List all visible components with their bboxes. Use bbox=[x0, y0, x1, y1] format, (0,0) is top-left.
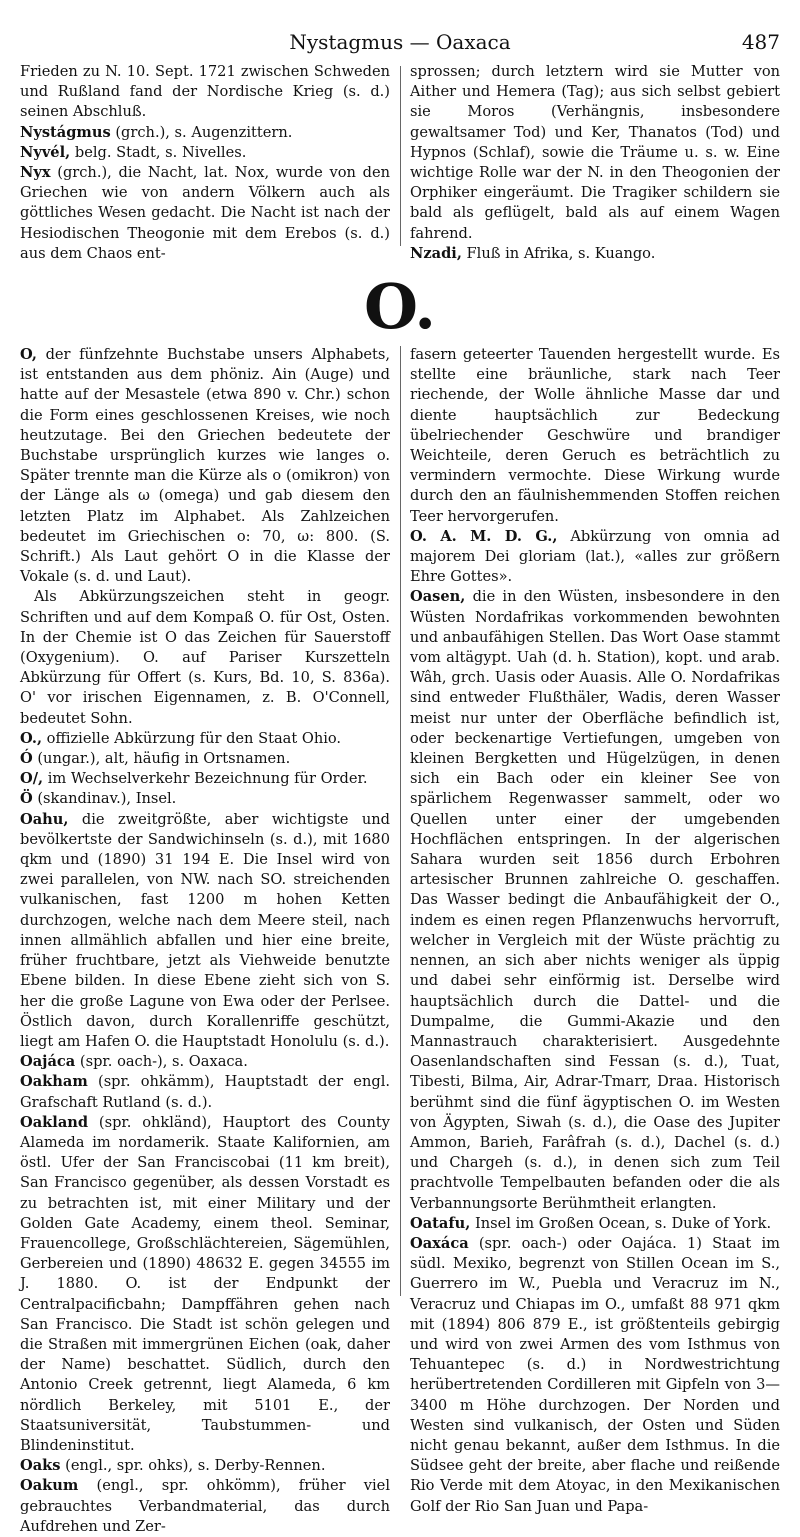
entry-text: die in den Wüsten, insbesondere in den Wüsten Nordafrikas vorkommenden bewohnten und anbaufähigen Stellen. Das Wort Oase stammt vom altägypt. Uah (d. h. Station), kopt. und arab. Wâh, grch. Uasis oder Auasis. Alle O. Nordafrikas sind entweder Flußthäler, Wadis, deren Wasser meist nur unter der Oberfläche befindlich ist, oder beckenartige Vertiefungen, umgeben von kleinen Bergketten und Hügelzügen, in denen sich ein Bach oder ein kleiner See von spärlichem Regenwasser sammelt, oder wo Quellen unter einer der umgebenden Hochflächen entspringen. In der algerischen Sahara wurden seit 1856 durch Erbohren artesischer Brunnen zahlreiche O. geschaffen. Das Wasser bedingt die Anbaufähigkeit der O., indem es einen regen Pflanzenwuchs hervorruft, welcher in Vergleich mit der Wüste prächtig zu nennen, an sich aber nichts weniger als üppig und dabei sehr einförmig ist. Derselbe wird hauptsächlich durch die Dattel- und die Dumpalme, die Gummi-Akazie und den Mannastrauch charakterisiert. Ausgedehnte Oasenlandschaften sind Fessan (s. d.), Tuat, Tibesti, Bilma, Air, Adrar-Tmarr, Draa. Historisch berühmt sind die fünf ägyptischen O. im Westen von Ägypten, Siwah (s. d.), die Oase des Jupiter Ammon, Barieh, Farâfrah (s. d.), Dachel (s. d.) und Chargeh (s. d.), in denen sich zum Teil prachtvolle Tempelbauten befanden oder die als Verbannungsorte Berühmtheit erlangten. bbox=[410, 588, 780, 1212]
column-divider-top bbox=[400, 66, 401, 246]
dictionary-entry bbox=[410, 527, 780, 588]
entry-headword: O., bbox=[20, 729, 43, 747]
entry-text: die zweitgrößte, aber wichtigste und bevölkertste der Sandwichinseln (s. d.), mit 1680 qkm und (1890) 31 194 E. Die Insel wird von zwei parallelen, von NW. nach SO. streichenden vulkanischen, fast 1200 m hohen Ketten durchzogen, welche nach dem Meere steil, nach innen allmählich abfallen und hier eine breite, früher fruchtbare, jetzt als Viehweide benutzte Ebene bilden. In diese Ebene zieht sich von S. her die große Lagune von Ewa oder der Perlsee. Östlich davon, durch Korallenriffe geschützt, liegt am Hafen O. die Hauptstadt Honolulu (s. d.). bbox=[20, 810, 390, 1050]
entry-text: belg. Stadt, s. Nivelles. bbox=[70, 143, 247, 161]
dictionary-entry bbox=[410, 587, 780, 1213]
dictionary-entry bbox=[410, 62, 780, 244]
page-header bbox=[20, 30, 780, 60]
entry-headword: Ó bbox=[20, 750, 33, 768]
entry-headword: Oasen, bbox=[410, 588, 466, 606]
entry-headword: Nyx bbox=[20, 164, 51, 182]
dictionary-entry bbox=[20, 810, 390, 1052]
column-bottom-left bbox=[20, 345, 390, 1537]
entry-text: (grch.), s. Augenzittern. bbox=[110, 123, 293, 141]
dictionary-entry bbox=[410, 345, 780, 527]
page-number: 487 bbox=[741, 30, 780, 54]
entry-text: Insel im Großen Ocean, s. Duke of York. bbox=[470, 1214, 772, 1232]
entry-text: Frieden zu N. 10. Sept. 1721 zwischen Schweden und Rußland fand der Nordische Krieg (s. d.) seinen Abschluß. bbox=[20, 63, 390, 121]
dictionary-entry bbox=[410, 244, 780, 264]
entry-text: Als Abkürzungszeichen steht in geogr. Schriften und auf dem Kompaß O. für Ost, Osten. In der Chemie ist O das Zeichen für Sauerstoff (Oxygenium). O. auf Pariser Kurszetteln Abkürzung für Offert (s. Kurs, Bd. 10, S. 836a). O' vor irischen Eigennamen, z. B. O'Connell, bedeutet Sohn. bbox=[20, 588, 390, 727]
entry-headword: O, bbox=[20, 346, 37, 363]
dictionary-entry bbox=[20, 1456, 390, 1476]
dictionary-entry bbox=[20, 163, 390, 264]
entry-headword: O/, bbox=[20, 770, 44, 788]
dictionary-entry bbox=[20, 1072, 390, 1112]
entry-text: (engl., spr. ohkömm), früher viel gebrauchtes Verbandmaterial, das durch Aufdrehen und Zer- bbox=[20, 1477, 390, 1535]
entry-headword: Oaxáca bbox=[410, 1234, 469, 1252]
entry-text: im Wechselverkehr Bezeichnung für Order. bbox=[43, 770, 368, 788]
running-title: Nystagmus — Oaxaca bbox=[289, 30, 511, 54]
entry-headword: Oaks bbox=[20, 1457, 61, 1475]
column-divider-bottom bbox=[400, 346, 401, 1296]
dictionary-entry bbox=[20, 1113, 390, 1456]
entry-headword: Oatafu, bbox=[410, 1214, 471, 1232]
entry-headword: Nystágmus bbox=[20, 123, 111, 141]
entry-text: Abkürzung von omnia ad majorem Dei gloriam (lat.), «alles zur größern Ehre Gottes». bbox=[410, 527, 780, 586]
dictionary-entry bbox=[410, 1234, 780, 1517]
dictionary-entry bbox=[20, 729, 390, 749]
dictionary-entry bbox=[20, 1052, 390, 1072]
dictionary-entry bbox=[20, 769, 390, 789]
entry-headword: Ö bbox=[20, 790, 33, 808]
column-top-right bbox=[410, 62, 780, 264]
entry-headword: Oahu, bbox=[20, 810, 69, 828]
dictionary-entry bbox=[20, 143, 390, 163]
entry-headword: Oakland bbox=[20, 1113, 89, 1131]
entry-headword: Oajáca bbox=[20, 1053, 76, 1071]
dictionary-entry bbox=[20, 587, 390, 728]
entry-text: (engl., spr. ohks), s. Derby-Rennen. bbox=[60, 1457, 326, 1475]
entry-text: (skandinav.), Insel. bbox=[32, 790, 177, 808]
entry-headword: O. A. M. D. G., bbox=[410, 527, 558, 545]
entry-text: der fünfzehnte Buchstabe unsers Alphabets, ist entstanden aus dem phöniz. Ain (Auge) und hatte auf der Mesastele (etwa 890 v. Chr.) schon die Form eines geschlossenen Kreises, wie noch heutzutage. Bei den Griechen bedeutete der Buchstabe ursprünglich kurzes wie langes o. Später trennte man die Kürze als o (omikron) von der Länge als ω (omega) und gab diesem den letzten Platz im Alphabet. Als Zahlzeichen bedeutet im Griechischen o: 70, ω: 800. (S. Schrift.) Als Laut gehört O in die Klasse der Vokale (s. d. und Laut). bbox=[20, 346, 390, 586]
entry-headword: Oakum bbox=[20, 1477, 79, 1495]
entry-text: (spr. ohkämm), Hauptstadt der engl. Grafschaft Rutland (s. d.). bbox=[20, 1073, 390, 1111]
entry-text: (ungar.), alt, häufig in Ortsnamen. bbox=[32, 750, 291, 768]
entry-text: Fluß in Afrika, s. Kuango. bbox=[461, 244, 656, 262]
dictionary-entry bbox=[20, 789, 390, 809]
section-letter: O. bbox=[364, 270, 436, 343]
dictionary-entry bbox=[20, 345, 390, 587]
entry-text: offizielle Abkürzung für den Staat Ohio. bbox=[42, 729, 342, 747]
dictionary-entry bbox=[20, 749, 390, 769]
entry-text: (spr. oach-), s. Oaxaca. bbox=[75, 1053, 248, 1071]
entry-headword: Nyvél, bbox=[20, 143, 71, 161]
entry-text: (spr. ohkländ), Hauptort des County Alameda im nordamerik. Staate Kalifornien, am östl. Ufer der San Franciscobai (11 km breit), San Francisco gegenüber, als dessen Vorstadt es zu betrachten ist, mit einer Military und der Golden Gate Academy, einem theol. Seminar, Frauencollege, Großschlächtereien, Sägemühlen, Gerbereien und (1890) 48632 E. gegen 34555 im J. 1880. O. ist der Endpunkt der Centralpacificbahn; Dampffähren gehen nach San Francisco. Die Stadt ist schön gelegen und die Straßen mit immergrünen Eichen (oak, daher der Name) beschattet. Südlich, durch den Antonio Creek getrennt, liegt Alameda, 6 km nördlich Berkeley, mit 5101 E., der Staatsuniversität, Taubstummen- und Blindeninstitut. bbox=[20, 1113, 390, 1454]
entry-text: sprossen; durch letztern wird sie Mutter von Aither und Hemera (Tag); aus sich selbst gebiert sie Moros (Verhängnis, insbesondere gewaltsamer Tod) und Ker, Thanatos (Tod) und Hypnos (Schlaf), sowie die Träume u. s. w. Eine wichtige Rolle war der N. in den Theogonien der Orphiker eingeräumt. Die Tragiker schildern sie bald als geflügelt, bald als auf einem Wagen fahrend. bbox=[410, 63, 780, 242]
dictionary-entry bbox=[20, 1476, 390, 1537]
entry-headword: Oakham bbox=[20, 1073, 88, 1091]
dictionary-entry bbox=[20, 62, 390, 123]
column-bottom-right bbox=[410, 345, 780, 1517]
entry-headword: Nzadi, bbox=[410, 244, 462, 262]
entry-text: (spr. oach-) oder Oajáca. 1) Staat im südl. Mexiko, begrenzt von Stillen Ocean im S., Guerrero im W., Puebla und Veracruz im N., Veracruz und Chiapas im O., umfaßt 88 971 qkm mit (1894) 806 879 E., ist größtenteils gebirgig und wird von zwei Armen des vom Isthmus von Tehuantepec (s. d.) in Nordwestrichtung herübertretenden Cordilleren mit Gipfeln von 3—3400 m Höhe durchzogen. Der Norden und Westen sind vulkanisch, der Osten und Süden nicht genau bekannt, außer dem Isthmus. In die Südsee geht der breite, aber flache und reißende Rio Verde mit dem Atoyac, in den Mexikanischen Golf der Rio San Juan und Papa- bbox=[410, 1234, 780, 1515]
entry-text: (grch.), die Nacht, lat. Nox, wurde von den Griechen wie von andern Völkern auch als göttliches Wesen gedacht. Die Nacht ist nach der Hesiodischen Theogonie mit dem Erebos (s. d.) aus dem Chaos ent- bbox=[20, 164, 390, 262]
entry-text: fasern geteerter Tauenden hergestellt wurde. Es stellte eine bräunliche, stark nach Teer riechende, der Wolle ähnliche Masse dar und diente hauptsächlich zur Bedeckung übelriechender Geschwüre und brandiger Weichteile, deren Geruch es beträchtlich zu vermindern vermochte. Diese Wirkung wurde durch den an fäulnishemmenden Stoffen reichen Teer hervorgerufen. bbox=[410, 346, 780, 525]
dictionary-entry bbox=[410, 1214, 780, 1234]
column-top-left bbox=[20, 62, 390, 264]
dictionary-entry bbox=[20, 123, 390, 143]
